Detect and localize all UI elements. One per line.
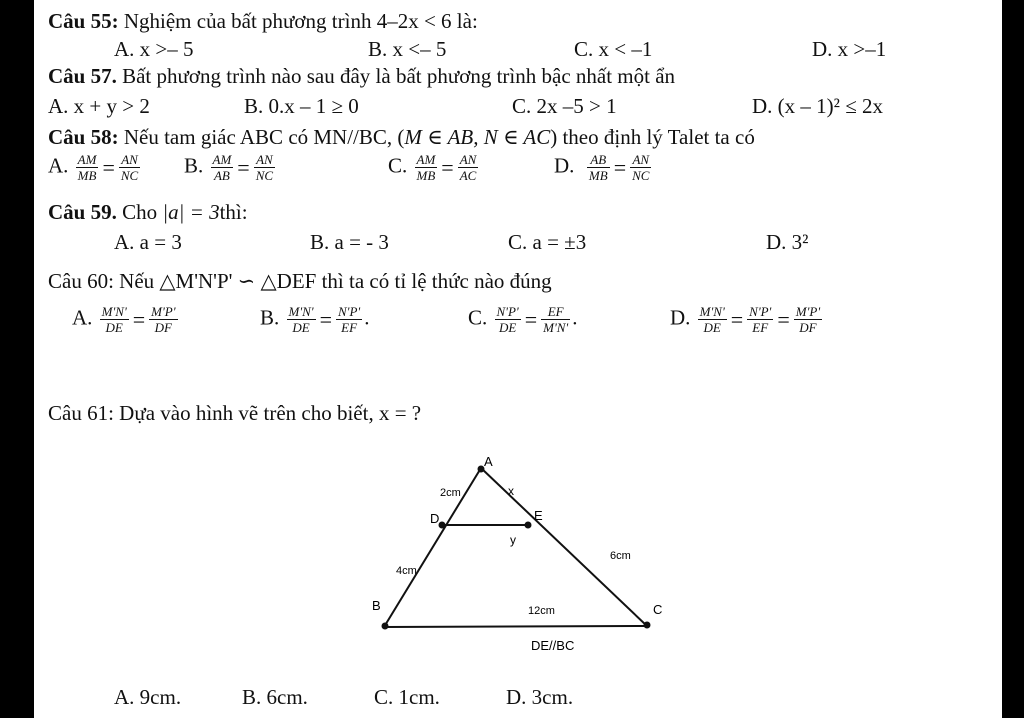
- q59-text-post: thì:: [219, 200, 248, 224]
- q61-option-d: D. 3cm.: [506, 685, 574, 709]
- denominator: DE: [703, 320, 721, 335]
- fraction: [119, 152, 140, 183]
- triangle-figure: [364, 452, 704, 662]
- equals-sign: =: [524, 306, 538, 332]
- numerator: M'N': [288, 304, 314, 319]
- label-a: A: [484, 454, 493, 469]
- fraction: [747, 304, 773, 335]
- figure-caption: DE//BC: [531, 638, 575, 653]
- q60-b-label: B.: [260, 305, 280, 330]
- fraction: [458, 152, 479, 183]
- q61-option-c: C. 1cm.: [374, 685, 440, 709]
- length-ad: 2cm: [440, 487, 461, 499]
- q55-stem: [48, 8, 478, 34]
- denominator: NC: [255, 168, 274, 183]
- q59-option-d: D. 3²: [766, 230, 809, 254]
- q57-option-a: A. x + y > 2: [48, 94, 150, 118]
- denominator: AC: [459, 168, 477, 183]
- denominator: DE: [292, 320, 310, 335]
- denominator: AB: [213, 168, 230, 183]
- q60-a-label: A.: [72, 305, 93, 330]
- label-c: C: [653, 602, 663, 617]
- point-b: [382, 623, 389, 630]
- q55-text: Nghiệm của bất phương trình 4–2x < 6 là:: [118, 9, 478, 33]
- q57-stem: [48, 63, 675, 89]
- fraction: [495, 304, 521, 335]
- q58-text-post: ) theo định lý Talet ta có: [550, 125, 755, 149]
- q58-c-label: C.: [388, 153, 408, 178]
- q58-option-a: [48, 152, 142, 183]
- label-b: B: [372, 598, 381, 613]
- q60-option-a: [72, 304, 180, 335]
- q55-option-b: B. x <– 5: [368, 37, 447, 61]
- q55-option-a: A. x >– 5: [114, 37, 194, 61]
- q58-text-pre: Nếu tam giác ABC có MN//BC, (: [118, 125, 405, 149]
- q58-d-label: D.: [554, 153, 575, 178]
- equals-sign: =: [441, 154, 454, 180]
- numerator: M'N': [101, 304, 127, 319]
- fraction: [587, 152, 610, 183]
- q61-option-b: B. 6cm.: [242, 685, 308, 709]
- fraction: [698, 304, 727, 335]
- length-de: y: [510, 533, 516, 547]
- side-ac: [481, 468, 647, 626]
- equals-sign: =: [102, 154, 115, 180]
- numerator: M'P': [151, 304, 176, 319]
- equals-sign: =: [730, 306, 744, 332]
- numerator: EF: [541, 304, 570, 320]
- q60-stem: Câu 60: Nếu △M'N'P' ∽ △DEF thì ta có tỉ lệ thức nào đúng: [48, 269, 552, 293]
- q55-label: Câu 55:: [48, 9, 119, 33]
- point-e: [525, 522, 532, 529]
- q59-text-pre: Cho: [116, 200, 163, 224]
- q60-option-d: [670, 304, 824, 335]
- length-db: 4cm: [396, 565, 417, 577]
- denominator: NC: [120, 168, 139, 183]
- label-e: E: [534, 508, 543, 523]
- q57-label: Câu 57.: [48, 64, 117, 88]
- numerator: M'N': [699, 304, 725, 319]
- denominator: M'N': [543, 320, 569, 335]
- q59-label: Câu 59.: [48, 200, 117, 224]
- denominator: DE: [498, 320, 517, 335]
- denominator: MB: [77, 168, 97, 183]
- q59-stem: [48, 199, 248, 225]
- fraction: [254, 152, 275, 183]
- fraction: [76, 152, 99, 183]
- q60-option-b: B. $\frac{M'N'}{DE}$ = $\frac{N'P'}{EF}$ .: [260, 304, 370, 335]
- numerator: AN: [630, 152, 651, 168]
- fraction: [415, 152, 438, 183]
- length-bc: 12cm: [528, 605, 555, 617]
- q58-stem: [48, 124, 755, 150]
- denominator: NC: [632, 168, 650, 183]
- q58-b-label: B.: [184, 153, 204, 178]
- point-c: [644, 622, 651, 629]
- denominator: MB: [588, 168, 608, 183]
- side-bc: [384, 626, 647, 627]
- q59-option-c: C. a = ±3: [508, 230, 587, 254]
- q61-stem: Câu 61: Dựa vào hình vẽ trên cho biết, x = ?: [48, 401, 422, 425]
- q57-text: Bất phương trình nào sau đây là bất phương trình bậc nhất một ẩn: [116, 64, 676, 88]
- q57-option-c: C. 2x –5 > 1: [512, 94, 617, 118]
- denominator: EF: [341, 320, 358, 335]
- numerator: AN: [459, 152, 477, 167]
- numerator: N'P': [496, 304, 519, 319]
- fraction: [100, 304, 129, 335]
- length-ae: x: [508, 484, 514, 498]
- numerator: AM: [416, 152, 436, 167]
- q57-option-b: B. 0.x – 1 ≥ 0: [244, 94, 359, 118]
- fraction: [336, 304, 362, 335]
- equals-sign: =: [613, 154, 627, 180]
- equals-sign: =: [132, 306, 146, 332]
- q58-text-math: M ∈ AB, N ∈ AC: [404, 125, 551, 149]
- q60-option-c: C. $\frac{N'P'}{DE}$ = $\frac{EF}{M'N'}$ .: [468, 304, 578, 335]
- q59-option-a: A. a = 3: [114, 230, 182, 254]
- denominator: MB: [416, 168, 436, 183]
- q58-label: Câu 58:: [48, 125, 119, 149]
- fraction: [541, 304, 570, 335]
- q61-option-a: A. 9cm.: [114, 685, 182, 709]
- worksheet: [34, 0, 1002, 718]
- q59-text-math: |a| = 3: [162, 200, 220, 224]
- equals-sign: =: [237, 154, 250, 180]
- equals-sign: =: [319, 306, 332, 332]
- denominator: EF: [752, 320, 769, 335]
- fraction: [630, 152, 651, 183]
- fraction: [149, 304, 177, 335]
- q58-option-c: [388, 152, 480, 183]
- q58-option-d: [554, 152, 653, 183]
- q58-a-label: A.: [48, 153, 69, 178]
- fraction: [211, 152, 234, 183]
- numerator: M'P': [795, 304, 821, 319]
- denominator: DF: [154, 320, 172, 335]
- q58-option-b: [184, 152, 277, 183]
- denominator: DF: [799, 320, 817, 335]
- q57-option-d: D. (x – 1)² ≤ 2x: [752, 94, 883, 118]
- point-d: [439, 522, 446, 529]
- fraction: [287, 304, 316, 335]
- q60-d-label: D.: [670, 305, 691, 330]
- fraction: [794, 304, 822, 335]
- q60-c-label: C.: [468, 305, 488, 330]
- numerator: N'P': [338, 304, 361, 319]
- label-d: D: [430, 511, 440, 526]
- side-ab: [384, 468, 481, 627]
- numerator: AB: [587, 152, 610, 168]
- q59-option-b: B. a = - 3: [310, 230, 389, 254]
- q55-option-d: D. x >–1: [812, 37, 887, 61]
- equals-sign: =: [777, 306, 790, 332]
- numerator: AN: [119, 152, 140, 168]
- numerator: AM: [77, 152, 97, 167]
- q55-option-c: C. x < –1: [574, 37, 653, 61]
- numerator: N'P': [749, 304, 772, 319]
- numerator: AM: [212, 152, 232, 167]
- denominator: DE: [105, 320, 123, 335]
- numerator: AN: [254, 152, 275, 168]
- length-ec: 6cm: [610, 550, 631, 562]
